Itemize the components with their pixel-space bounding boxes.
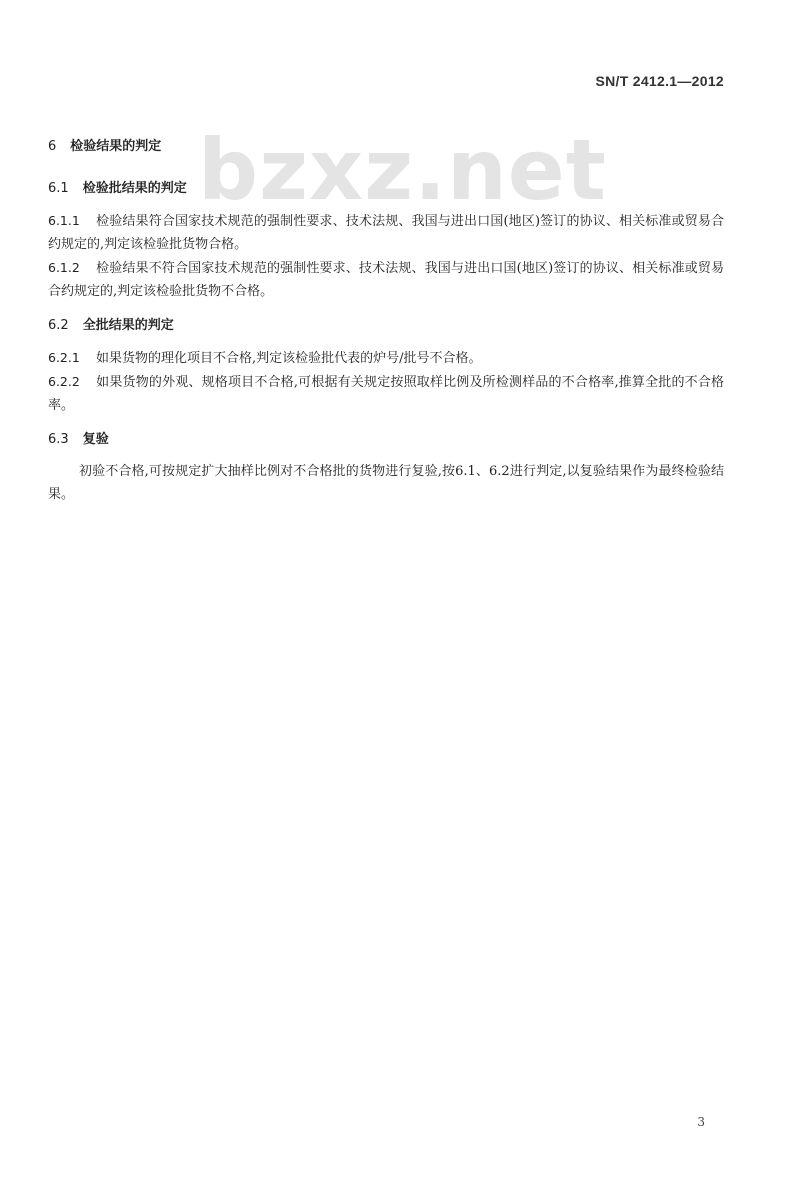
clause-number: 6.1.2 [48,260,80,275]
clause-6-3-text: 初验不合格,可按规定扩大抽样比例对不合格批的货物进行复验,按6.1、6.2进行判定,以复验结果作为最终检验结果。 [48,464,724,502]
section-title: 复验 [82,432,109,447]
clause-text: 如果货物的理化项目不合格,判定该检验批代表的炉号/批号不合格。 [96,351,482,366]
section-number: 6 [48,139,57,154]
section-number: 6.2 [48,318,69,333]
section-6-heading [48,137,724,157]
clause-6-2-1 [48,346,724,370]
section-6-1-heading [48,179,724,199]
section-6-2-heading [48,316,724,336]
section-title: 检验结果的判定 [70,139,162,154]
clause-number: 6.2.1 [48,350,80,365]
clause-text: 检验结果符合国家技术规范的强制性要求、技术法规、我国与进出口国(地区)签订的协议、相关标准或贸易合约规定的,判定该检验批货物合格。 [48,214,724,252]
section-number: 6.3 [48,432,69,447]
clause-text: 检验结果不符合国家技术规范的强制性要求、技术法规、我国与进出口国(地区)签订的协议、相关标准或贸易合约规定的,判定该检验批货物不合格。 [48,261,724,299]
clause-6-1-1 [48,209,724,256]
page-number: 3 [697,1115,705,1129]
section-title: 全批结果的判定 [82,318,174,333]
document-body [48,137,724,506]
section-number: 6.1 [48,181,69,196]
watermark: bzxz.net [198,121,607,219]
clause-number: 6.2.2 [48,374,80,389]
clause-text: 如果货物的外观、规格项目不合格,可根据有关规定按照取样比例及所检测样品的不合格率,推算全批的不合格率。 [48,375,724,413]
standard-code: SN/T 2412.1—2012 [595,73,724,89]
clause-6-1-2 [48,256,724,303]
clause-number: 6.1.1 [48,213,80,228]
section-6-3-heading [48,430,724,450]
section-title: 检验批结果的判定 [82,181,187,196]
clause-6-2-2 [48,370,724,417]
